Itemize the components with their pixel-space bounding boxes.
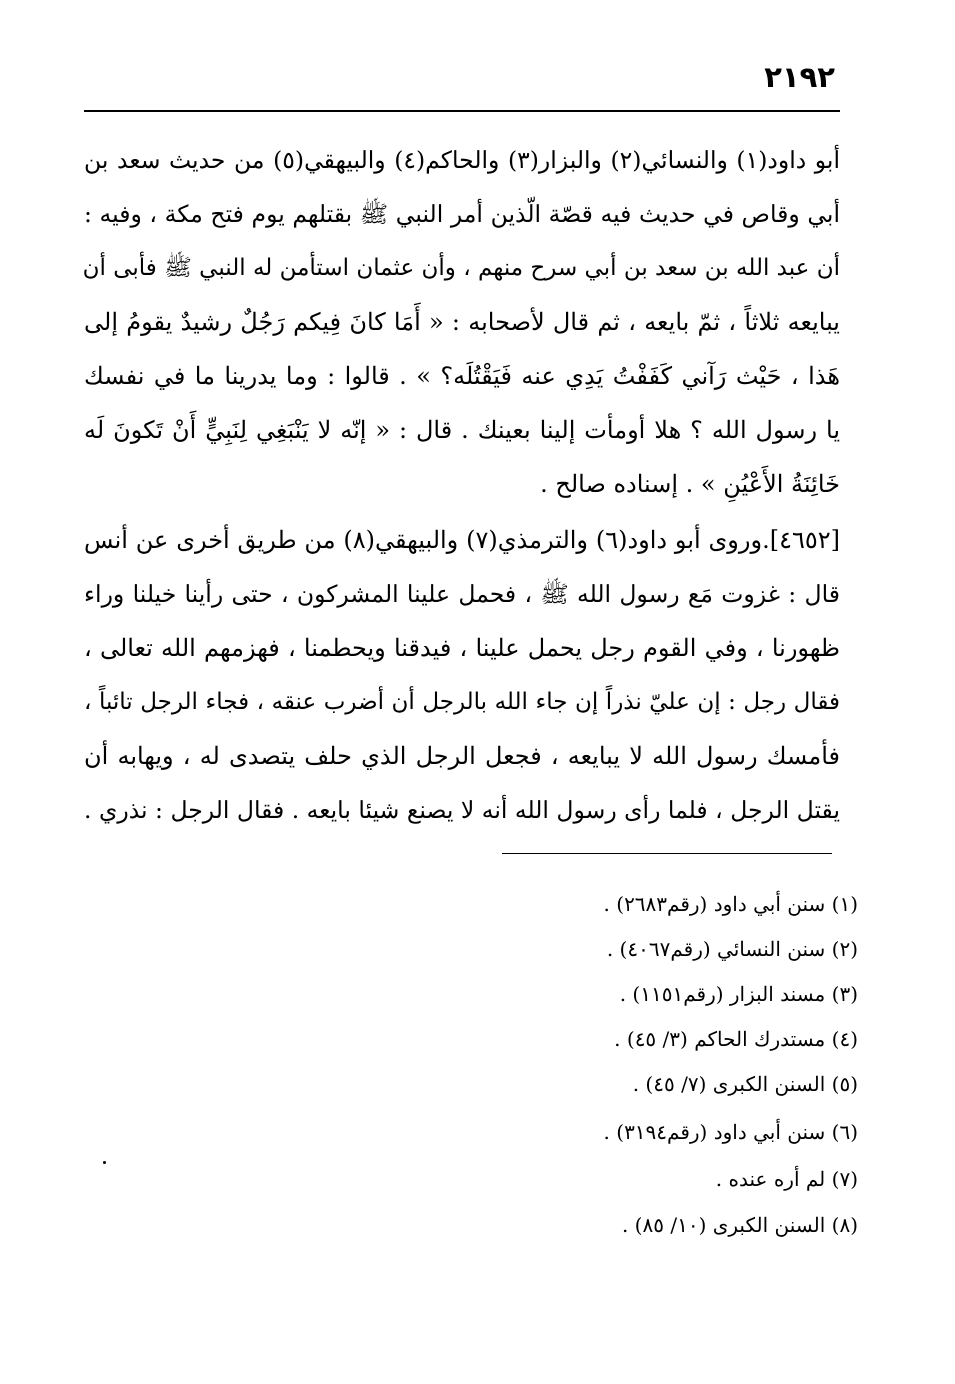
body-line: يا رسول الله ؟ هلا أومأت إلينا بعينك . قال : « إنّه لا يَنْبَغِي لِنَبِيٍّ أَنْ تَكونَ لَه bbox=[84, 416, 840, 444]
footnote: (٣) مسند البزار (رقم١١٥١) . bbox=[619, 982, 858, 1006]
footnote: (١) سنن أبي داود (رقم٢٦٨٣) . bbox=[603, 892, 858, 916]
footnote: (٥) السنن الكبرى (٧/ ٤٥) . bbox=[632, 1072, 858, 1096]
footnote: (٢) سنن النسائي (رقم٤٠٦٧) . bbox=[606, 937, 858, 961]
body-line: يبايعه ثلاثاً ، ثمّ بايعه ، ثم قال لأصحابه : « أَمَا كانَ فِيكم رَجُلٌ رشيدٌ يقومُ إلى bbox=[84, 308, 840, 336]
page-number: ٢١٩٢ bbox=[764, 60, 835, 94]
body-line: أبو داود(١) والنسائي(٢) والبزار(٣) والحاكم(٤) والبيهقي(٥) من حديث سعد بن bbox=[84, 146, 840, 174]
body-line: فأمسك رسول الله لا يبايعه ، فجعل الرجل الذي حلف يتصدى له ، ويهابه أن bbox=[84, 742, 840, 770]
body-line: أبي وقاص في حديث فيه قصّة الّذين أمر النبي ﷺ بقتلهم يوم فتح مكة ، وفيه : bbox=[84, 200, 840, 228]
footnote-rule bbox=[502, 853, 832, 854]
footnote: (٦) سنن أبي داود (رقم٣١٩٤) . bbox=[603, 1120, 858, 1144]
body-line: قال : غزوت مَع رسول الله ﷺ ، فحمل علينا المشركون ، حتى رأينا خيلنا وراء bbox=[84, 580, 840, 608]
body-line: ظهورنا ، وفي القوم رجل يحمل علينا ، فيدقنا ويحطمنا ، فهزمهم الله تعالى ، bbox=[84, 634, 840, 662]
body-line: هَذا ، حَيْث رَآني كَفَفْتُ يَدِي عنه فَيَقْتُلَه؟ » . قالوا : وما يدرينا ما في نفسك bbox=[84, 362, 840, 390]
body-line: خَائِنَةُ الأَعْيُنِ » . إسناده صالح . bbox=[540, 470, 840, 498]
scan-speck bbox=[103, 1161, 106, 1164]
footnote: (٧) لم أره عنده . bbox=[715, 1167, 858, 1191]
footnote: (٨) السنن الكبرى (١٠/ ٨٥) . bbox=[621, 1213, 858, 1237]
body-line: فقال رجل : إن عليّ نذراً إن جاء الله بالرجل أن أضرب عنقه ، فجاء الرجل تائباً ، bbox=[84, 689, 840, 715]
body-line: يقتل الرجل ، فلما رأى رسول الله أنه لا يصنع شيئا بايعه . فقال الرجل : نذري . bbox=[84, 796, 840, 824]
header-rule bbox=[84, 110, 840, 112]
footnote: (٤) مستدرك الحاكم (٣/ ٤٥) . bbox=[614, 1027, 858, 1051]
body-line: [٤٦٥٢].وروى أبو داود(٦) والترمذي(٧) والبيهقي(٨) من طريق أخرى عن أنس bbox=[84, 526, 840, 554]
body-line: أن عبد الله بن سعد بن أبي سرح منهم ، وأن عثمان استأمن له النبي ﷺ فأبى أن bbox=[82, 255, 840, 281]
